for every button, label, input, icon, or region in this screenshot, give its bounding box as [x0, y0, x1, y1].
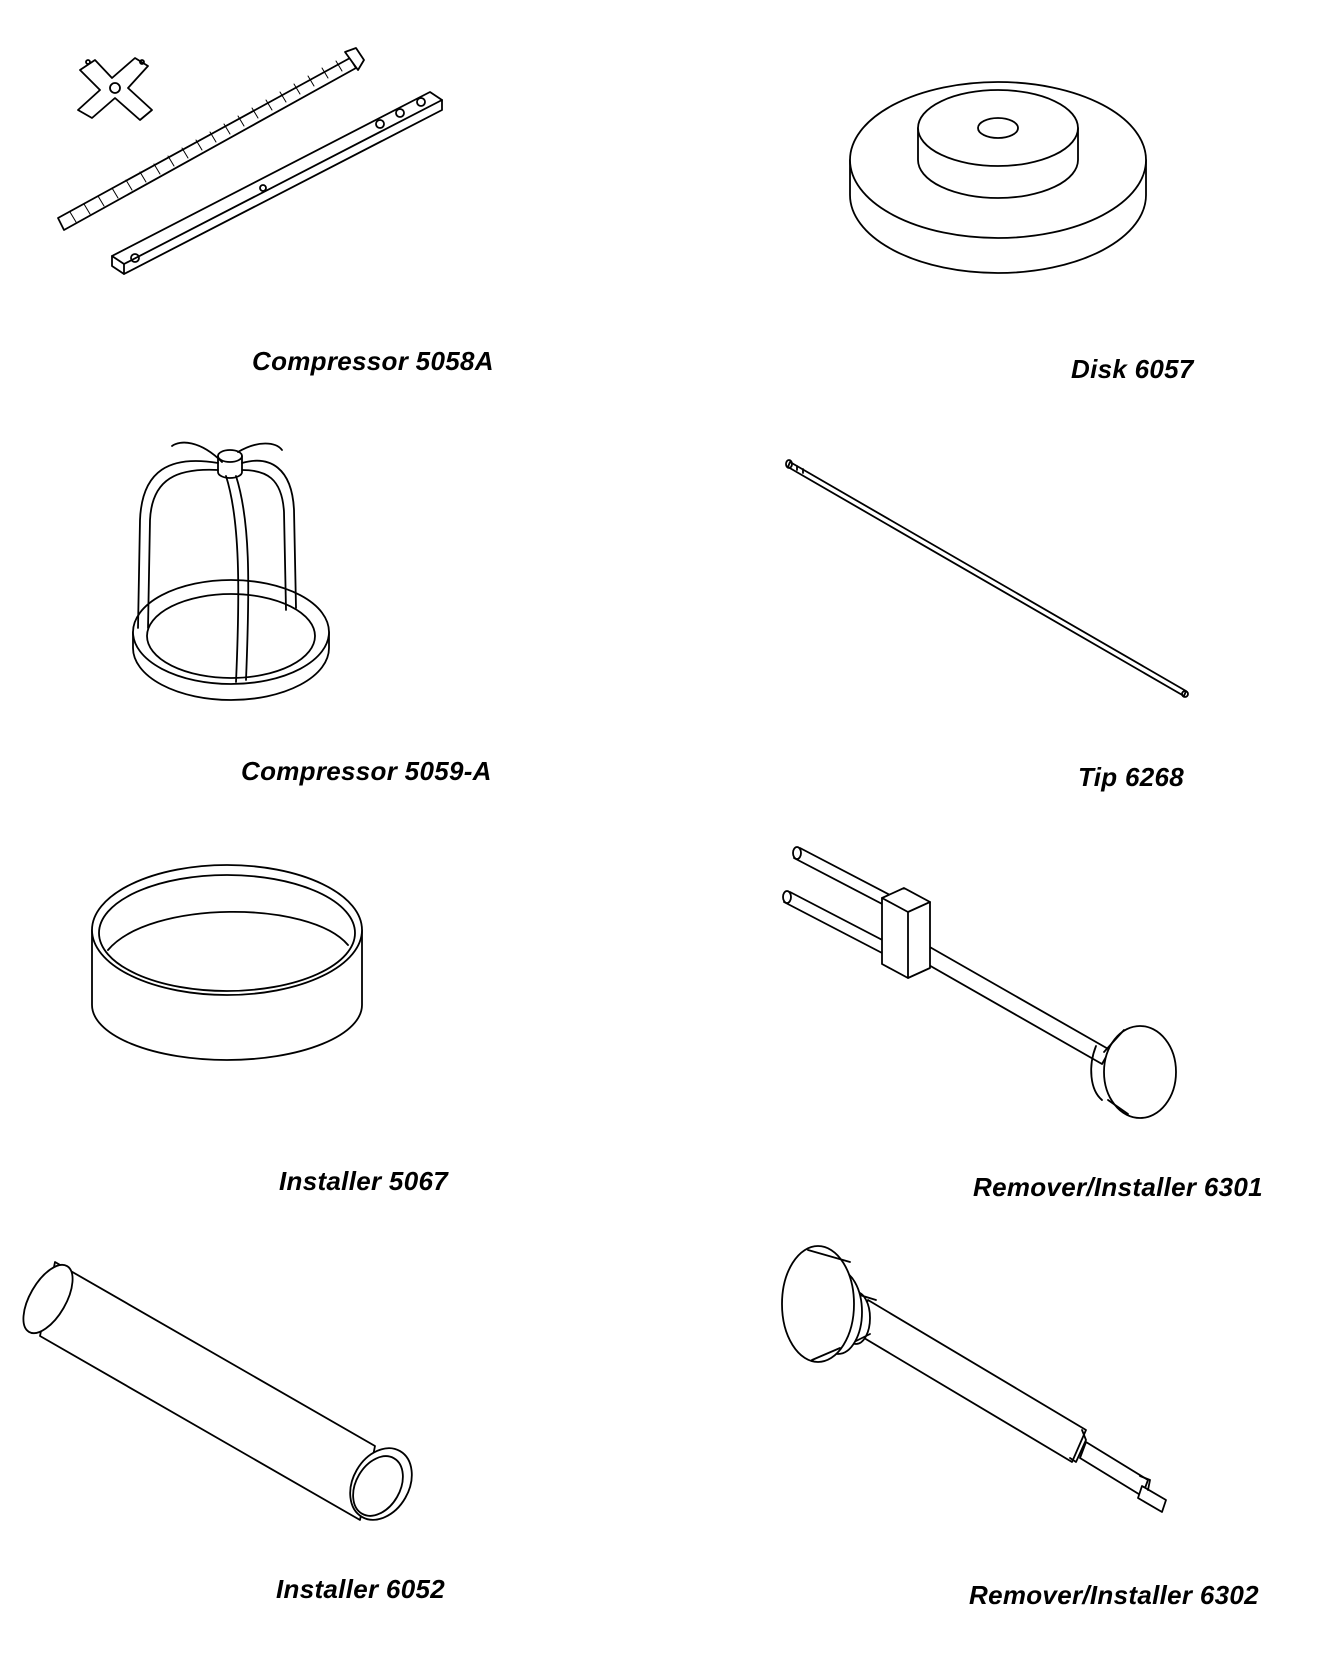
- tip-6268-drawing: [786, 460, 1188, 697]
- tool-label-compressor-5059a: Compressor 5059-A: [241, 756, 492, 786]
- installer-5067-drawing: [92, 865, 362, 1060]
- tool-label-compressor-5058a: Compressor 5058A: [252, 346, 494, 376]
- compressor-5059a-drawing: [133, 443, 329, 700]
- disk-6057-drawing: [850, 82, 1146, 273]
- compressor-5058a-drawing: [58, 48, 442, 274]
- tool-label-installer-5067: Installer 5067: [279, 1166, 448, 1196]
- tool-label-tip-6268: Tip 6268: [1078, 762, 1184, 792]
- tool-label-disk-6057: Disk 6057: [1071, 354, 1194, 384]
- remover-installer-6302-drawing: [782, 1246, 1166, 1512]
- remover-installer-6301-drawing: [783, 847, 1176, 1118]
- tool-label-remover-installer-6301: Remover/Installer 6301: [973, 1172, 1263, 1202]
- tool-label-remover-installer-6302: Remover/Installer 6302: [969, 1580, 1259, 1610]
- installer-6052-drawing: [13, 1257, 424, 1531]
- tool-label-installer-6052: Installer 6052: [276, 1574, 445, 1604]
